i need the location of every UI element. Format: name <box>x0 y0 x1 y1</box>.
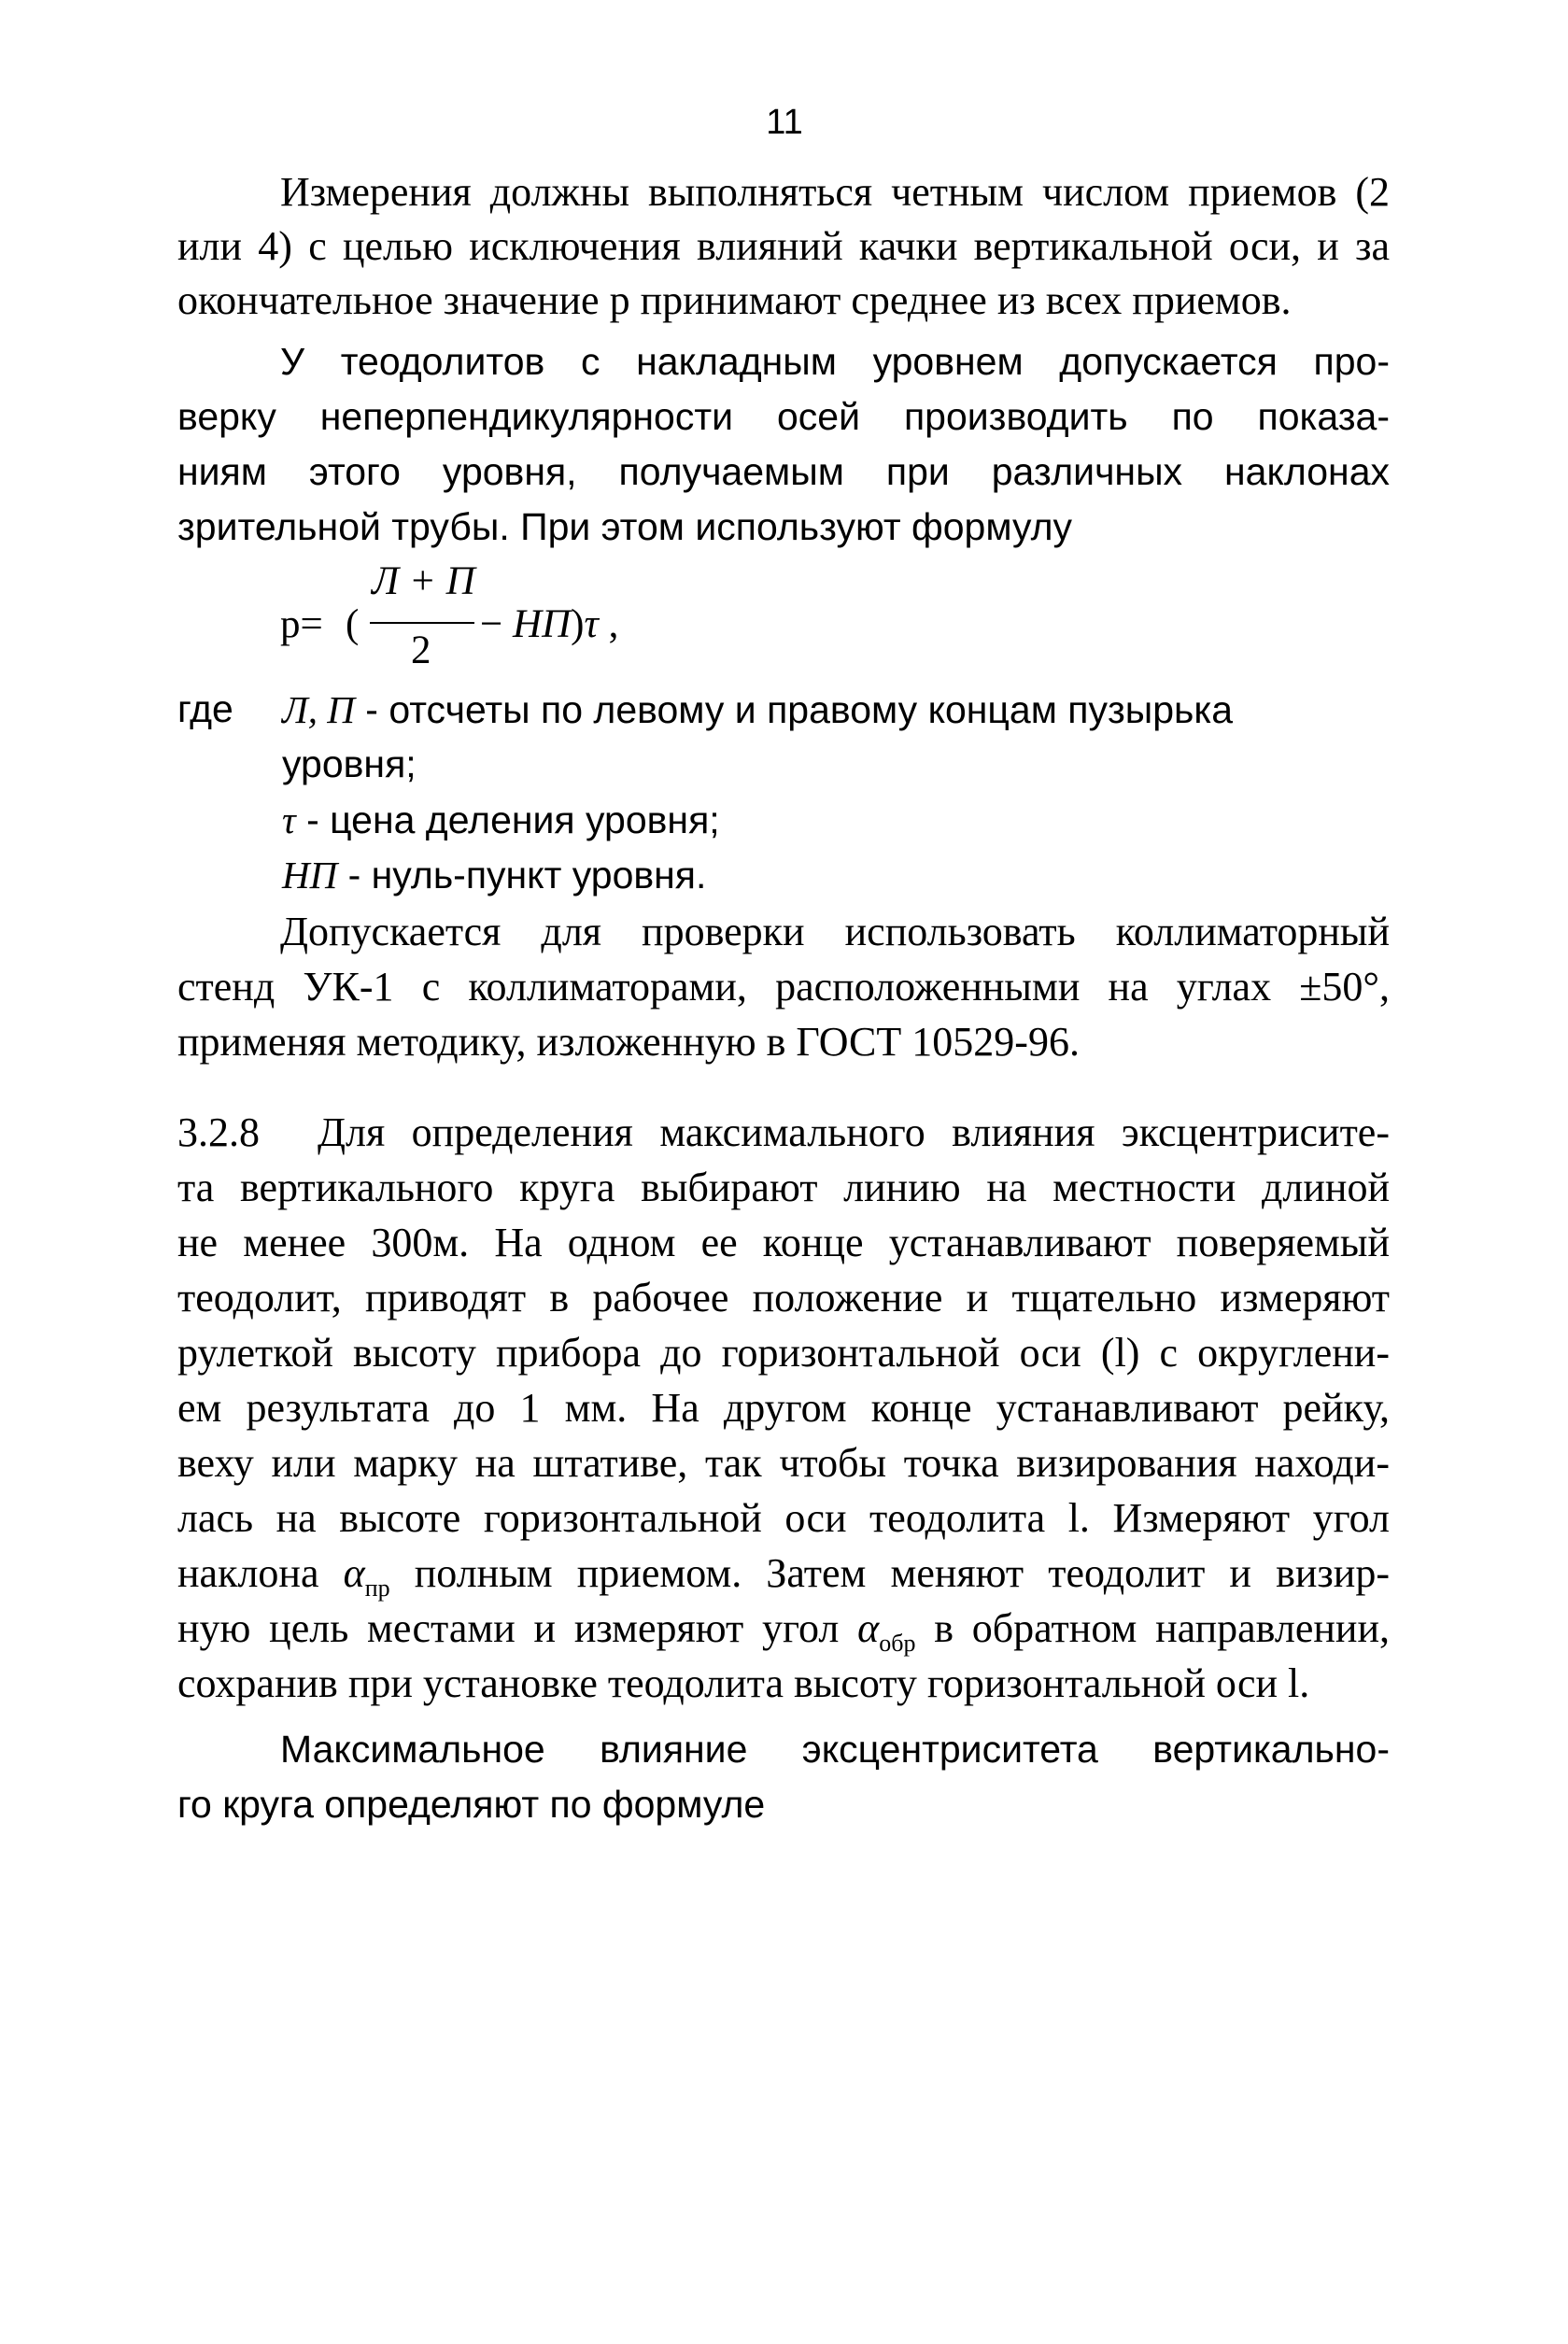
section-line-5: рулеткой высоту прибора до горизонтальной оси (l) с округлени- <box>177 1330 1390 1376</box>
para2-line-1: У теодолитов с накладным уровнем допускается про- <box>280 340 1390 383</box>
page-number: 11 <box>766 103 803 142</box>
def-symbol-l-p: Л, П <box>282 688 355 731</box>
where-label: где <box>177 687 233 730</box>
def-symbol-np: НП <box>282 854 338 897</box>
section-line-6: ем результата до 1 мм. На другом конце устанавливают рейку, <box>177 1385 1390 1431</box>
formula-open-paren: ( <box>346 602 360 646</box>
def-line-3 <box>282 798 720 842</box>
def-text-1: - отсчеты по левому и правому концам пузырька <box>354 688 1234 731</box>
para1-line-1: Измерения должны выполняться четным числом приемов (2 <box>280 169 1390 215</box>
para4-line-1: Максимальное влияние эксцентриситета вертикально- <box>280 1728 1390 1771</box>
def-line-1 <box>282 687 1390 732</box>
section-line-4: теодолит, приводят в рабочее положение и тщательно измеряют <box>177 1275 1390 1320</box>
section-line-8: лась на высоте горизонтальной оси теодолита l. Измеряют угол <box>177 1495 1390 1541</box>
para2-line-2: верку неперпендикулярности осей производить по показа- <box>177 395 1390 438</box>
formula-np: НП <box>513 602 572 646</box>
section-line-3: не менее 300м. На одном ее конце устанавливают поверяемый <box>177 1220 1390 1265</box>
formula-p <box>280 558 747 689</box>
formula-fraction-bar <box>370 622 474 624</box>
para2-line-3: ниям этого уровня, получаемым при различных наклонах <box>177 450 1390 493</box>
alpha-line-after: полным приемом. Затем меняют теодолит и визир- <box>389 1550 1390 1596</box>
formula-lhs: p= <box>280 602 323 646</box>
para3-line-3: применяя методику, изложенную в ГОСТ 10529-96. <box>177 1019 1080 1065</box>
para2-line-4: зрительной трубы. При этом используют формулу <box>177 505 1073 548</box>
alpha-subscript-pr: пр <box>364 1574 390 1602</box>
formula-close-paren: ) <box>571 602 585 646</box>
section-number: 3.2.8 <box>177 1109 260 1155</box>
section-line-7: веху или марку на штативе, так чтобы точка визирования находи- <box>177 1440 1390 1486</box>
def-line-4 <box>282 853 706 897</box>
section-line-10 <box>177 1604 1390 1658</box>
formula-numerator: Л + П <box>372 559 475 603</box>
alpha-subscript-obr: обр <box>879 1629 916 1657</box>
alpha-line2-after: в обратном направлении, <box>915 1605 1390 1651</box>
def-symbol-tau: τ <box>282 798 296 841</box>
para1-line-2: или 4) с целью исключения влияний качки вертикальной оси, и за <box>177 223 1390 269</box>
para1-line-3: окончательное значение р принимают среднее из всех приемов. <box>177 277 1292 323</box>
def-text-4: - нуль-пункт уровня. <box>337 854 707 897</box>
def-text-3: - цена деления уровня; <box>295 798 720 841</box>
alpha-symbol-pr: α <box>343 1550 365 1596</box>
def-text-2: уровня; <box>282 742 417 785</box>
alpha-line-before: наклона <box>177 1550 344 1596</box>
section-line-9 <box>177 1549 1390 1603</box>
para3-line-1: Допускается для проверки использовать коллиматорный <box>280 909 1390 954</box>
def-line-2 <box>282 742 417 786</box>
alpha-symbol-obr: α <box>857 1605 880 1651</box>
section-line-11: сохранив при установке теодолита высоту горизонтальной оси l. <box>177 1660 1310 1706</box>
formula-rest <box>480 601 618 647</box>
formula-tau: τ <box>584 602 599 646</box>
formula-denominator: 2 <box>411 628 431 672</box>
alpha-line2-before: ную цель местами и измеряют угол <box>177 1605 858 1651</box>
para3-line-2: стенд УК-1 с коллиматорами, расположенными на углах ±50°, <box>177 964 1390 1010</box>
section-line-2: та вертикального круга выбирают линию на местности длиной <box>177 1165 1390 1210</box>
formula-minus: − <box>480 602 514 646</box>
para4-line-2: го круга определяют по формуле <box>177 1783 766 1826</box>
formula-comma: , <box>598 602 619 646</box>
section-line-1: Для определения максимального влияния эксцентриситe- <box>318 1109 1390 1155</box>
